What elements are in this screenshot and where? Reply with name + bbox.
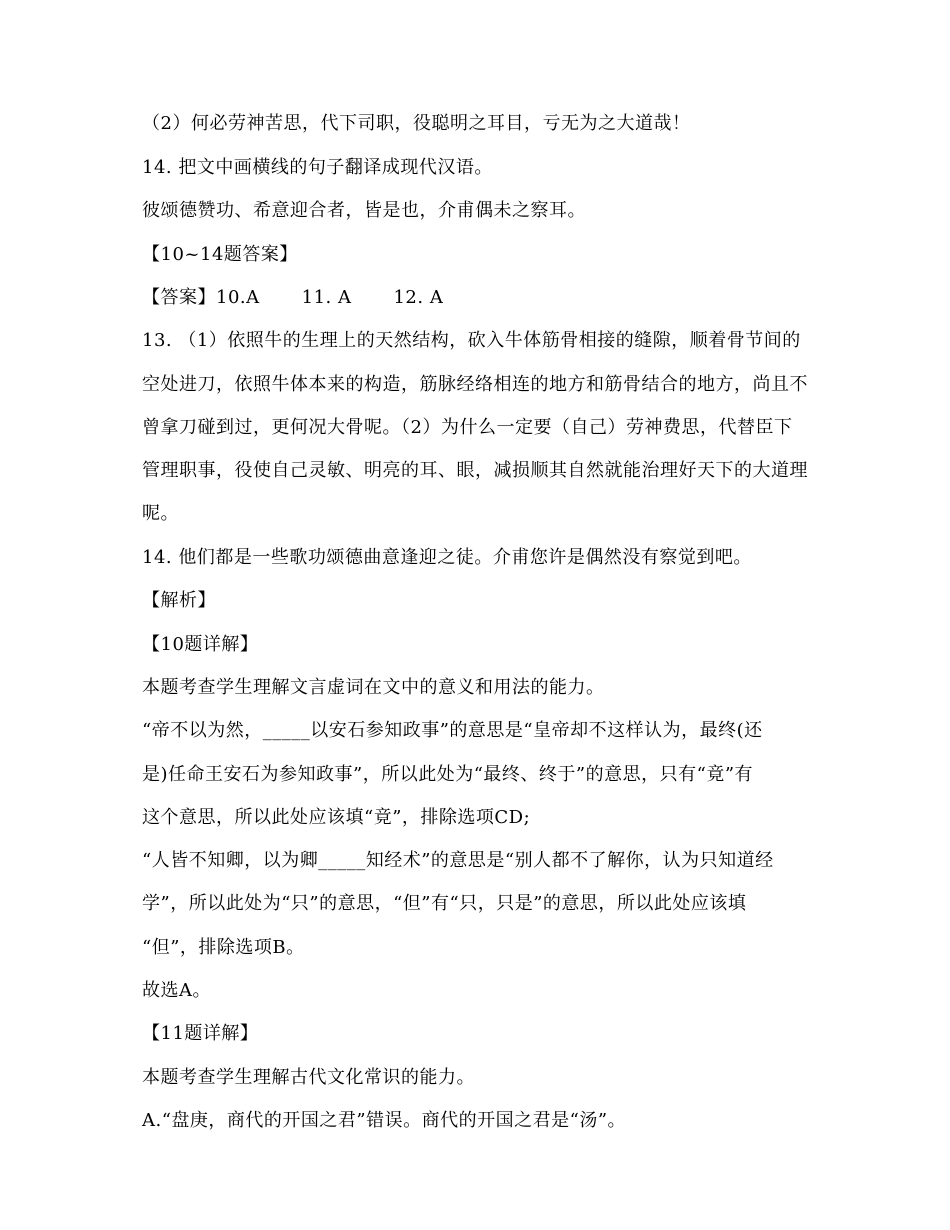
text-line-13-3: 曾拿刀碰到过，更何况大骨呢。（2）为什么一定要（自己）劳神费思，代替臣下 bbox=[142, 417, 793, 438]
text-line-q13-part2: （2）何必劳神苦思，代下司职，役聪明之耳目，亏无为之大道哉！ bbox=[142, 113, 691, 134]
answer-11: 11. A bbox=[301, 287, 352, 308]
section-heading-q11: 【11题详解】 bbox=[142, 1023, 259, 1044]
text-line-13-2: 空处进刀，依照牛体本来的构造，筋脉经络相连的地方和筋骨结合的地方，尚且不 bbox=[142, 374, 808, 395]
text-line-answers bbox=[142, 286, 443, 310]
text-line-q10-7: “但”，排除选项B。 bbox=[142, 937, 305, 958]
text-line-14-answer: 14. 他们都是一些歌功颂德曲意逢迎之徒。介甫您许是偶然没有察觉到吧。 bbox=[142, 547, 752, 568]
answer-10: 【答案】10.A bbox=[142, 287, 260, 308]
text-line-13-1: 13. （1）依照牛的生理上的天然结构，砍入牛体筋骨相接的缝隙，顺着骨节间的 bbox=[142, 330, 801, 351]
section-heading-analysis: 【解析】 bbox=[142, 590, 216, 611]
section-heading-answers: 【10~14题答案】 bbox=[142, 244, 298, 265]
text-line-q11-2: A.“盘庚，商代的开国之君”错误。商代的开国之君是“汤”。 bbox=[142, 1110, 627, 1131]
text-line-q10-6: 学”，所以此处为“只”的意思，“但”有“只，只是”的意思，所以此处应该填 bbox=[142, 893, 747, 914]
answer-12: 12. A bbox=[393, 287, 444, 308]
text-line-q14-sentence: 彼颂德赞功、希意迎合者，皆是也，介甫偶未之察耳。 bbox=[142, 200, 586, 221]
text-line-q11-1: 本题考查学生理解古代文化常识的能力。 bbox=[142, 1067, 475, 1088]
text-line-q10-5: “人皆不知卿，以为卿_____知经术”的意思是“别人都不了解你，认为只知道经 bbox=[142, 850, 774, 871]
text-line-13-5: 呢。 bbox=[142, 503, 179, 524]
text-line-q10-2: “帝不以为然，_____以安石参知政事”的意思是“皇帝却不这样认为，最终(还 bbox=[142, 720, 763, 741]
section-heading-q10: 【10题详解】 bbox=[142, 634, 259, 655]
text-line-q10-conclusion: 故选A。 bbox=[142, 980, 211, 1001]
text-line-q14-prompt: 14. 把文中画横线的句子翻译成现代汉语。 bbox=[142, 157, 493, 178]
text-line-13-4: 管理职事，役使自己灵敏、明亮的耳、眼，减损顺其自然就能治理好天下的大道理 bbox=[142, 460, 808, 481]
text-line-q10-3: 是)任命王安石为参知政事”，所以此处为“最终、终于”的意思，只有“竟”有 bbox=[142, 764, 754, 785]
text-line-q10-1: 本题考查学生理解文言虚词在文中的意义和用法的能力。 bbox=[142, 677, 605, 698]
text-line-q10-4: 这个意思，所以此处应该填“竟”，排除选项CD; bbox=[142, 807, 531, 828]
